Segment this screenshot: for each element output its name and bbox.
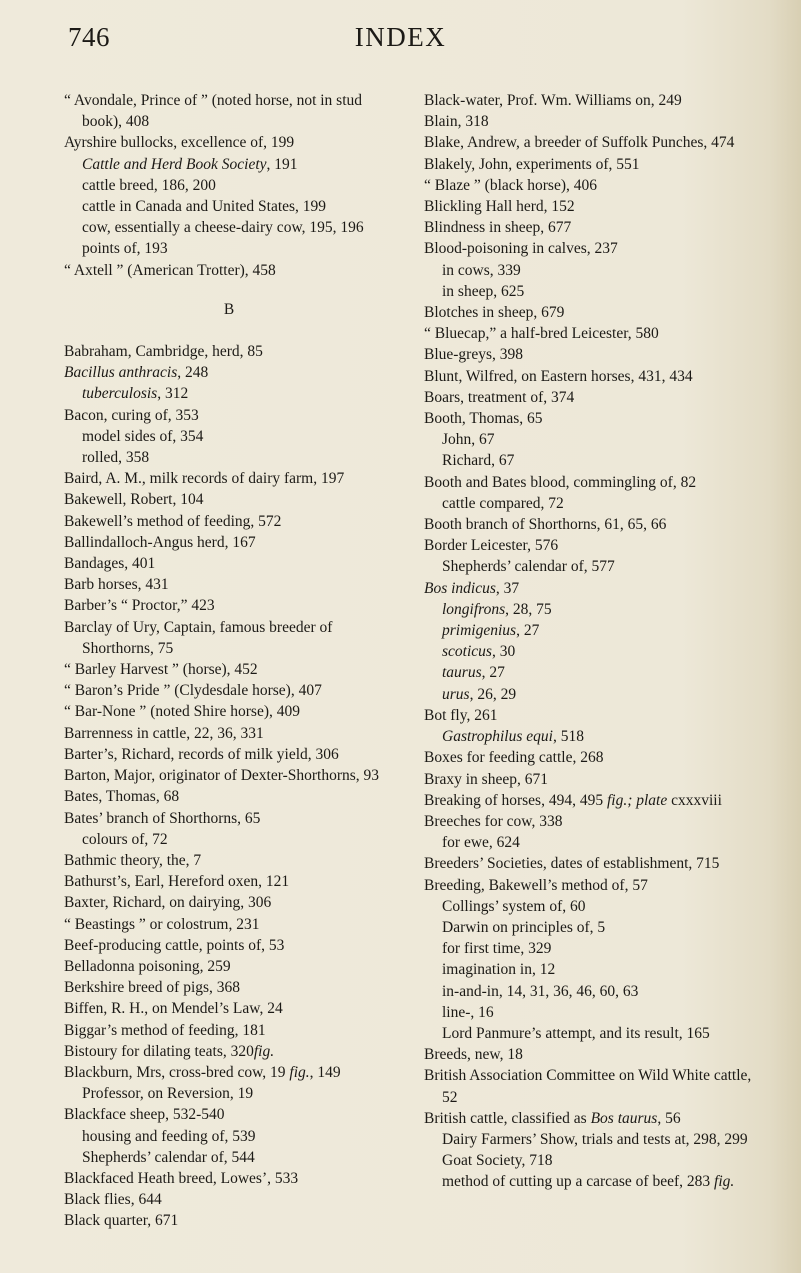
entry-text: Barton, Major, originator of Dexter-Shorthorns, 93 — [64, 767, 380, 785]
entry-text: , 26, 29 — [469, 685, 517, 703]
index-subentry — [424, 620, 764, 641]
entry-text: housing and feeding of, 539 — [82, 1127, 256, 1145]
index-entry — [64, 489, 394, 510]
index-entry — [424, 790, 764, 811]
entry-text: “ Blaze ” (black horse), 406 — [424, 176, 598, 194]
entry-text: in sheep, 625 — [442, 282, 525, 300]
entry-text: Bakewell’s method of feeding, 572 — [64, 512, 282, 530]
index-entry — [424, 302, 764, 323]
index-subentry — [424, 429, 764, 450]
entry-text: Barb horses, 431 — [64, 576, 169, 594]
entry-text: Black-water, Prof. Wm. Williams on, 249 — [424, 92, 682, 109]
entry-text: Blickling Hall herd, 152 — [424, 198, 575, 216]
entry-text: Baxter, Richard, on dairying, 306 — [64, 894, 272, 912]
entry-text: Breeds, new, 18 — [424, 1046, 523, 1064]
index-entry — [64, 935, 394, 956]
index-subentry — [424, 281, 764, 302]
entry-text: Professor, on Reversion, 19 — [82, 1085, 254, 1103]
entry-italic-term: scoticus — [442, 643, 492, 661]
index-subentry — [424, 832, 764, 853]
entry-text: Blackburn, Mrs, cross-bred cow, 19 — [64, 1063, 290, 1081]
index-entry — [424, 769, 764, 790]
entry-text: Dairy Farmers’ Show, trials and tests at, 298, 299 — [442, 1130, 748, 1148]
entry-text: Booth and Bates blood, commingling of, 82 — [424, 473, 697, 491]
entry-text: cow, essentially a cheese-dairy cow, 195, 196 — [82, 219, 364, 237]
entry-italic-term: primigenius — [442, 622, 517, 640]
entry-text: Blain, 318 — [424, 113, 489, 131]
entry-text: Blunt, Wilfred, on Eastern horses, 431, 434 — [424, 367, 693, 385]
entry-italic-term: Gastrophilus equi — [442, 728, 553, 746]
entry-text: Baird, A. M., milk records of dairy farm, 197 — [64, 470, 345, 488]
index-entry — [64, 744, 394, 765]
index-entry — [424, 811, 764, 832]
entry-text: , 312 — [157, 385, 189, 403]
entry-text: Beef-producing cattle, points of, 53 — [64, 936, 285, 954]
index-entry — [424, 472, 764, 493]
entry-text: Barter’s, Richard, records of milk yield, 306 — [64, 745, 339, 763]
entry-text: rolled, 358 — [82, 449, 150, 467]
index-subentry — [424, 1002, 764, 1023]
entry-italic-note: fig. — [714, 1173, 735, 1191]
entry-text: Barrenness in cattle, 22, 36, 331 — [64, 724, 264, 742]
index-entry — [64, 341, 394, 362]
entry-text: Blackface sheep, 532-540 — [64, 1106, 225, 1124]
index-entry — [424, 238, 764, 259]
entry-text: imagination in, 12 — [442, 961, 556, 979]
entry-text: for ewe, 624 — [442, 834, 520, 852]
index-entry — [64, 1104, 394, 1125]
entry-text: Black flies, 644 — [64, 1191, 162, 1209]
index-subentry — [424, 260, 764, 281]
entry-text: Breeders’ Societies, dates of establishment, 715 — [424, 855, 720, 873]
index-entry — [64, 808, 394, 829]
index-subentry — [424, 1129, 764, 1150]
index-entry — [424, 1108, 764, 1129]
entry-italic-term: longifrons — [442, 600, 506, 618]
index-entry — [424, 132, 764, 153]
entry-text: , 27 — [516, 622, 540, 640]
entry-text: Bakewell, Robert, 104 — [64, 491, 204, 509]
index-entry — [424, 90, 764, 111]
index-entry — [424, 217, 764, 238]
entry-text: British cattle, classified as — [424, 1109, 591, 1127]
entry-text: John, 67 — [442, 431, 495, 449]
index-entry — [424, 323, 764, 344]
index-entry — [424, 535, 764, 556]
entry-text: “ Baron’s Pride ” (Clydesdale horse), 407 — [64, 682, 322, 700]
index-subentry — [64, 447, 394, 468]
entry-text: Blakely, John, experiments of, 551 — [424, 155, 640, 173]
index-subentry — [64, 1147, 394, 1168]
entry-text: Shepherds’ calendar of, 544 — [82, 1148, 255, 1166]
index-entry — [424, 344, 764, 365]
index-entry — [424, 366, 764, 387]
entry-text: Biggar’s method of feeding, 181 — [64, 1021, 266, 1039]
entry-text: Blotches in sheep, 679 — [424, 304, 565, 322]
entry-text: Bates, Thomas, 68 — [64, 788, 180, 806]
index-subentry — [424, 1023, 764, 1044]
index-entry — [64, 977, 394, 998]
index-subentry — [424, 662, 764, 683]
index-subentry — [64, 238, 394, 259]
index-entry — [64, 1062, 394, 1083]
entry-text: cattle in Canada and United States, 199 — [82, 198, 327, 216]
right-column — [424, 90, 764, 1193]
entry-text: for first time, 329 — [442, 940, 552, 958]
index-entry — [424, 747, 764, 768]
index-entry — [64, 617, 394, 659]
entry-text: Bates’ branch of Shorthorns, 65 — [64, 809, 261, 827]
entry-text: , 191 — [266, 155, 298, 173]
index-entry — [64, 765, 394, 786]
index-entry — [64, 405, 394, 426]
index-entry — [64, 786, 394, 807]
entry-text: Breaking of horses, 494, 495 — [424, 791, 607, 809]
page-number: 746 — [68, 22, 110, 52]
entry-text: Biffen, R. H., on Mendel’s Law, 24 — [64, 1000, 283, 1018]
index-entry — [424, 196, 764, 217]
entry-italic-term: tuberculosis — [82, 385, 158, 403]
index-entry — [424, 111, 764, 132]
index-entry — [64, 90, 394, 132]
entry-text: Darwin on principles of, 5 — [442, 918, 606, 936]
index-subentry — [424, 938, 764, 959]
index-entry — [64, 362, 394, 383]
index-entry — [424, 853, 764, 874]
entry-text: Ayrshire bullocks, excellence of, 199 — [64, 134, 295, 152]
entry-tail: cxxxviii — [667, 791, 722, 809]
index-subentry — [64, 1126, 394, 1147]
index-entry — [64, 892, 394, 913]
index-subentry — [64, 829, 394, 850]
entry-text: , 37 — [495, 579, 520, 597]
entry-text: Shepherds’ calendar of, 577 — [442, 558, 615, 576]
index-entry — [64, 260, 394, 281]
entry-text: , 28, 75 — [505, 600, 552, 618]
entry-text: , 518 — [552, 728, 584, 746]
entry-text: colours of, 72 — [82, 830, 168, 848]
index-entry — [64, 659, 394, 680]
entry-text: Boxes for feeding cattle, 268 — [424, 749, 604, 767]
index-subentry — [64, 196, 394, 217]
index-entry — [64, 574, 394, 595]
entry-text: Barber’s “ Proctor,” 423 — [64, 597, 215, 615]
entry-text: method of cutting up a carcase of beef, 283 — [442, 1173, 715, 1191]
index-entry — [64, 701, 394, 722]
entry-text: Richard, 67 — [442, 452, 515, 470]
entry-text: Lord Panmure’s attempt, and its result, 165 — [442, 1024, 710, 1042]
index-subentry — [424, 684, 764, 705]
index-subentry — [424, 917, 764, 938]
entry-text: Bot fly, 261 — [424, 706, 498, 724]
index-entry — [64, 680, 394, 701]
index-entry — [64, 1189, 394, 1210]
index-entry — [64, 1041, 394, 1062]
index-entry — [424, 1065, 764, 1107]
index-subentry — [64, 175, 394, 196]
index-entry — [64, 468, 394, 489]
index-subentry — [64, 217, 394, 238]
index-entry — [64, 511, 394, 532]
entry-text: Barclay of Ury, Captain, famous breeder of Shorthorns, 75 — [64, 618, 333, 657]
index-subentry — [424, 959, 764, 980]
entry-text: Booth branch of Shorthorns, 61, 65, 66 — [424, 516, 667, 534]
index-entry — [64, 1210, 394, 1231]
entry-italic-note: Bos taurus — [590, 1109, 658, 1127]
index-entry — [424, 578, 764, 599]
entry-italic-note: fig.; plate — [606, 791, 668, 809]
index-entry — [64, 723, 394, 744]
entry-text: Bandages, 401 — [64, 555, 156, 573]
index-subentry — [424, 641, 764, 662]
entry-text: Bacon, curing of, 353 — [64, 406, 199, 424]
index-entry — [64, 1020, 394, 1041]
entry-italic-term: Cattle and Herd Book Society — [82, 155, 267, 173]
entry-text: cattle compared, 72 — [442, 494, 564, 512]
entry-text: British Association Committee on Wild White cattle, 52 — [424, 1067, 752, 1106]
section-heading: B — [223, 300, 235, 318]
entry-text: in-and-in, 14, 31, 36, 46, 60, 63 — [442, 982, 639, 1000]
entry-italic-term: taurus — [442, 664, 482, 682]
entry-italic-note: fig. — [253, 1042, 275, 1060]
index-entry — [64, 132, 394, 153]
entry-text: “ Axtell ” (American Trotter), 458 — [64, 261, 276, 279]
index-subentry — [424, 981, 764, 1002]
entry-text: Booth, Thomas, 65 — [424, 410, 543, 428]
entry-text: points of, 193 — [82, 240, 168, 258]
entry-text: Blackfaced Heath breed, Lowes’, 533 — [64, 1169, 299, 1187]
entry-text: Boars, treatment of, 374 — [424, 388, 575, 406]
index-entry — [64, 956, 394, 977]
index-entry — [424, 175, 764, 196]
entry-tail: , 56 — [657, 1109, 681, 1127]
left-column — [64, 90, 394, 1232]
index-entry — [64, 998, 394, 1019]
index-entry — [64, 553, 394, 574]
entry-text: Breeches for cow, 338 — [424, 812, 563, 830]
index-subentry — [424, 556, 764, 577]
index-subentry — [424, 493, 764, 514]
index-entry — [424, 387, 764, 408]
index-entry — [64, 595, 394, 616]
entry-text: Bathurst’s, Earl, Hereford oxen, 121 — [64, 873, 290, 891]
index-subentry — [424, 726, 764, 747]
entry-text: Braxy in sheep, 671 — [424, 770, 548, 788]
entry-text: “ Bluecap,” a half-bred Leicester, 580 — [424, 325, 659, 343]
entry-text: Blood-poisoning in calves, 237 — [424, 240, 618, 258]
entry-text: Breeding, Bakewell’s method of, 57 — [424, 876, 648, 894]
index-entry — [424, 154, 764, 175]
index-entry — [64, 914, 394, 935]
entry-text: Blue-greys, 398 — [424, 346, 524, 364]
entry-text: “ Bar-None ” (noted Shire horse), 409 — [64, 703, 300, 721]
entry-text: Bistoury for dilating teats, 320 — [64, 1042, 254, 1060]
entry-italic-term: urus — [442, 685, 470, 703]
index-subentry — [64, 426, 394, 447]
entry-text: Bathmic theory, the, 7 — [64, 851, 202, 869]
index-entry — [424, 514, 764, 535]
entry-text: model sides of, 354 — [82, 427, 204, 445]
index-entry — [424, 408, 764, 429]
index-entry — [424, 705, 764, 726]
entry-text: Blake, Andrew, a breeder of Suffolk Punches, 474 — [424, 134, 735, 152]
index-subentry — [424, 450, 764, 471]
index-entry — [64, 871, 394, 892]
entry-text: line-, 16 — [442, 1003, 494, 1021]
entry-text: , 248 — [177, 364, 209, 382]
entry-text: Ballindalloch-Angus herd, 167 — [64, 533, 256, 551]
entry-text: Berkshire breed of pigs, 368 — [64, 979, 241, 997]
running-head: INDEX — [354, 22, 447, 52]
index-subentry — [424, 599, 764, 620]
entry-text: “ Barley Harvest ” (horse), 452 — [64, 661, 258, 679]
index-subentry — [424, 896, 764, 917]
entry-text: “ Avondale, Prince of ” (noted horse, not in stud book), 408 — [64, 92, 363, 131]
index-entry — [64, 1168, 394, 1189]
entry-text: , 30 — [491, 643, 516, 661]
index-entry — [424, 1044, 764, 1065]
entry-text: in cows, 339 — [442, 261, 521, 279]
index-entry — [64, 532, 394, 553]
index-subentry — [64, 1083, 394, 1104]
entry-text: Border Leicester, 576 — [424, 537, 559, 555]
entry-italic-term: Bacillus anthracis — [64, 364, 178, 382]
entry-text: Black quarter, 671 — [64, 1212, 179, 1230]
entry-text: “ Beastings ” or colostrum, 231 — [64, 915, 260, 933]
page-header — [0, 22, 801, 62]
index-entry — [424, 875, 764, 896]
entry-text: Babraham, Cambridge, herd, 85 — [64, 343, 263, 361]
entry-italic-note: fig. — [289, 1063, 310, 1081]
entry-text: Blindness in sheep, 677 — [424, 219, 572, 237]
entry-text: , 27 — [481, 664, 505, 682]
index-subentry — [424, 1150, 764, 1171]
index-subentry — [424, 1171, 764, 1192]
entry-text: Collings’ system of, 60 — [442, 897, 586, 915]
entry-text: Goat Society, 718 — [442, 1152, 553, 1170]
entry-text: cattle breed, 186, 200 — [82, 176, 216, 194]
index-subentry — [64, 383, 394, 404]
index-entry — [64, 850, 394, 871]
entry-italic-term: Bos indicus — [424, 579, 496, 597]
index-subentry — [64, 154, 394, 175]
entry-text: Belladonna poisoning, 259 — [64, 957, 231, 975]
entry-tail: , 149 — [309, 1063, 341, 1081]
